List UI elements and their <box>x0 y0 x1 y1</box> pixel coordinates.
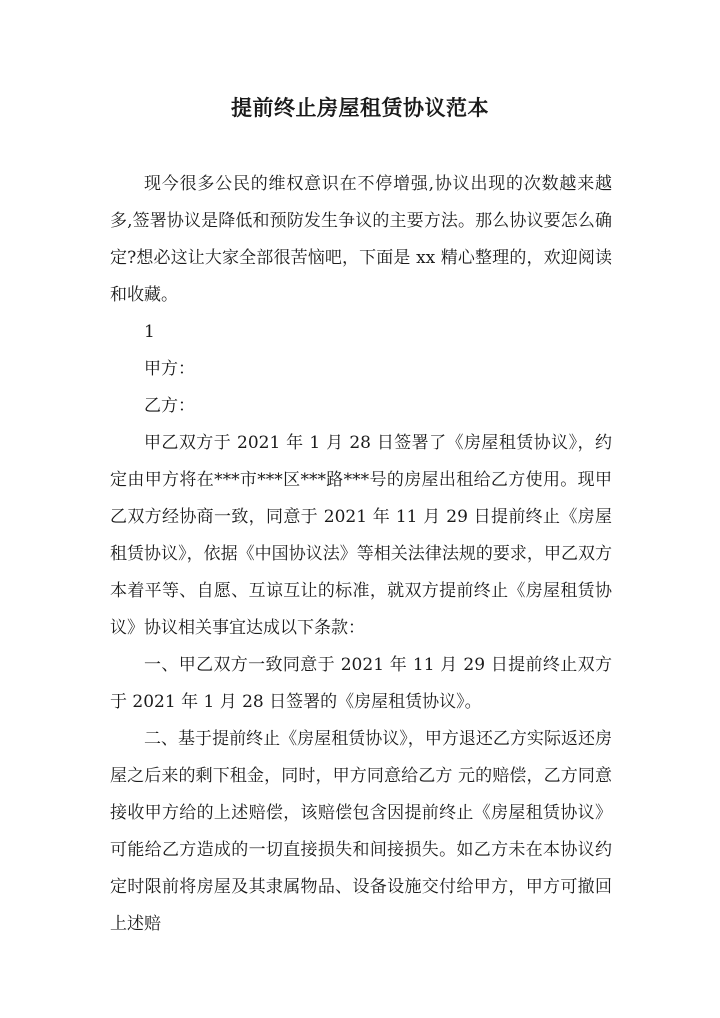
party-b-line: 乙方： <box>144 396 195 416</box>
paragraph-intro: 现今很多公民的维权意识在不停增强,协议出现的次数越来越多,签署协议是降低和预防发生争议的主要方法。那么协议要怎么确定?想必这让大家全部很苦恼吧，下面是 xx 精心整理的，欢迎阅读和收藏。 <box>110 174 612 305</box>
party-a-line: 甲方： <box>144 359 195 379</box>
paragraph-background: 甲乙双方于 2021 年 1 月 28 日签署了《房屋租赁协议》，约定由甲方将在***市***区***路***号的房屋出租给乙方使用。现甲乙双方经协商一致，同意于 2021 年 11 月 29 日提前终止《房屋租赁协议》，依据《中国协议法》等相关法律法规的要求，甲乙双方本着平等、自愿、互谅互让的标准，就双方提前终止《房屋租赁协议》协议相关事宜达成以下条款： <box>110 433 612 638</box>
document-body <box>110 166 612 943</box>
clause-one: 一、甲乙双方一致同意于 2021 年 11 月 29 日提前终止双方于 2021 年 1 月 28 日签署的《房屋租赁协议》。 <box>110 655 612 712</box>
paragraph-number: 1 <box>144 322 155 342</box>
clause-two: 二、基于提前终止《房屋租赁协议》，甲方退还乙方实际返还房屋之后来的剩下租金，同时，甲方同意给乙方 元的赔偿，乙方同意接收甲方给的上述赔偿，该赔偿包含因提前终止《房屋租赁协议》可能给乙方造成的一切直接损失和间接损失。如乙方未在本协议约定时限前将房屋及其隶属物品、设备设施交付给甲方，甲方可撤回上述赔 <box>110 729 612 934</box>
document-title: 提前终止房屋租赁协议范本 <box>231 95 489 120</box>
